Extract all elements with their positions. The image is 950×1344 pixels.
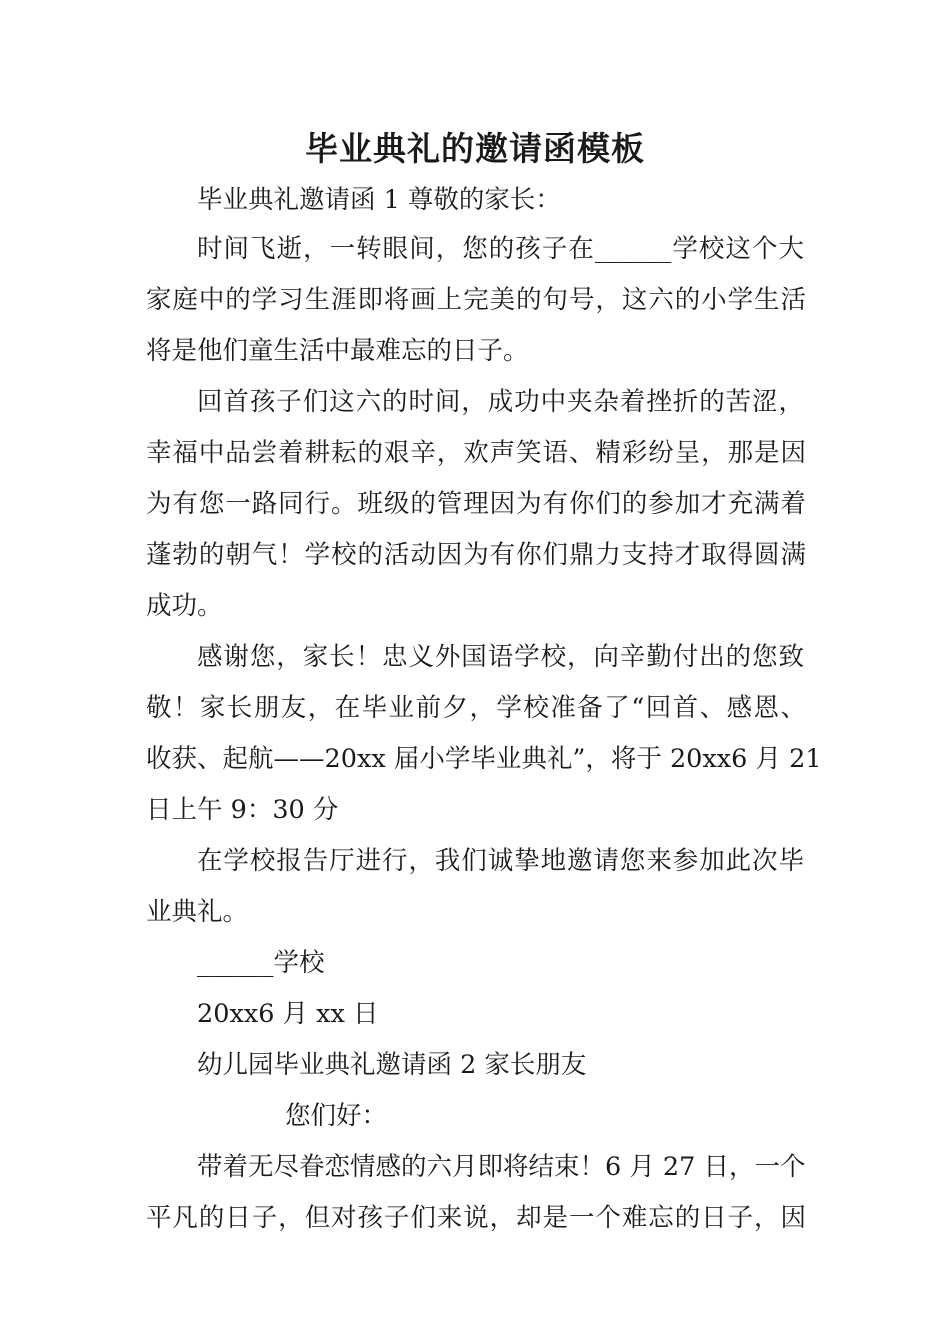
paragraph-line: 时间飞逝，一转眼间，您的孩子在______学校这个大 [197,234,804,264]
paragraph-line: 成功。 [146,591,223,621]
paragraph-line: 毕业典礼邀请函 1 尊敬的家长： [197,185,561,215]
paragraph-line: 带着无尽眷恋情感的六月即将结束！6 月 27 日，一个 [197,1152,806,1182]
paragraph-line: 业典礼。 [146,897,249,927]
greeting: 您们好： [285,1101,388,1131]
signature-date: 20xx6 月 xx 日 [197,999,379,1029]
paragraph-line: 将是他们童生活中最难忘的日子。 [146,336,529,366]
section-heading: 幼儿园毕业典礼邀请函 2 家长朋友 [197,1050,587,1080]
paragraph-line: 家庭中的学习生涯即将画上完美的句号，这六的小学生活 [146,285,806,315]
paragraph-line: 平凡的日子，但对孩子们来说，却是一个难忘的日子，因 [146,1203,806,1233]
paragraph-line: 在学校报告厅进行，我们诚挚地邀请您来参加此次毕 [197,846,804,876]
paragraph-line: 感谢您，家长！忠义外国语学校，向辛勤付出的您致 [197,642,804,672]
paragraph-line: 敬！家长朋友，在毕业前夕，学校准备了“回首、感恩、 [146,693,806,723]
paragraph-line: 回首孩子们这六的时间，成功中夹杂着挫折的苦涩， [197,387,804,417]
document-title: 毕业典礼的邀请函模板 [305,129,645,168]
paragraph-line: 幸福中品尝着耕耘的艰辛，欢声笑语、精彩纷呈，那是因 [146,438,806,468]
signature-school: ______学校 [197,948,325,978]
paragraph-line: 收获、起航——20xx 届小学毕业典礼”，将于 20xx6 月 21 [146,744,822,774]
paragraph-line: 蓬勃的朝气！学校的活动因为有你们鼎力支持才取得圆满 [146,540,806,570]
paragraph-line: 日上午 9：30 分 [146,795,339,825]
paragraph-line: 为有您一路同行。班级的管理因为有你们的参加才充满着 [146,489,806,519]
